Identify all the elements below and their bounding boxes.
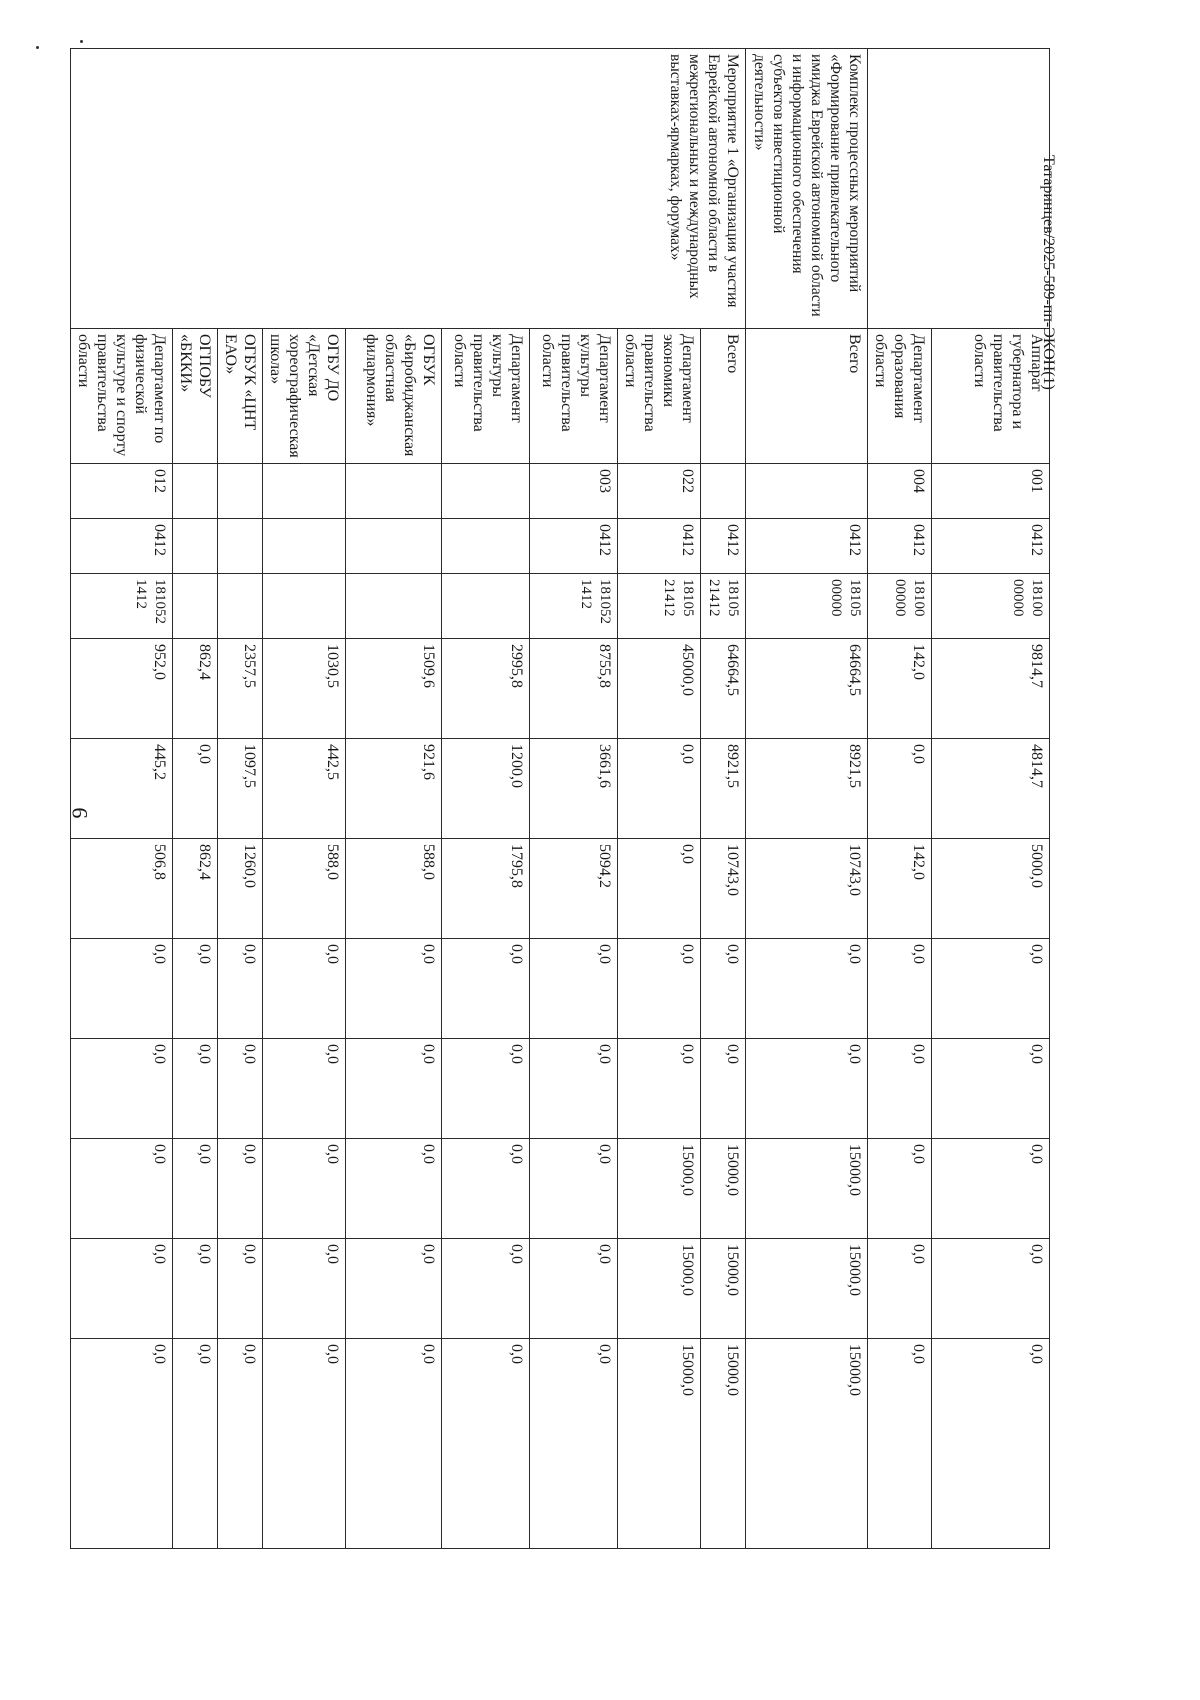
value-cell: 0,0 (218, 1339, 263, 1549)
value-cell: 2357,5 (218, 639, 263, 739)
grbs-code-cell (263, 464, 346, 519)
value-cell: 10743,0 (701, 839, 746, 939)
value-cell: 0,0 (868, 1139, 932, 1239)
value-cell: 1509,6 (346, 639, 442, 739)
value-cell: 0,0 (618, 1039, 701, 1139)
value-cell: 0,0 (71, 939, 173, 1039)
responsible-org-cell: ОГБУК «ЦНТ ЕАО» (218, 329, 263, 464)
value-cell: 8921,5 (701, 739, 746, 839)
section-code-cell: 0412 (932, 519, 1050, 574)
target-article-cell: 18100 00000 (868, 574, 932, 639)
value-cell: 0,0 (346, 1139, 442, 1239)
responsible-org-cell: ОГПОБУ «БККИ» (173, 329, 218, 464)
value-cell: 9814,7 (932, 639, 1050, 739)
target-article-cell (263, 574, 346, 639)
value-cell: 1097,5 (218, 739, 263, 839)
value-cell: 0,0 (442, 1339, 530, 1549)
responsible-org-cell: ОГБУК «Биробиджанская областная филармония» (346, 329, 442, 464)
section-code-cell: 0412 (868, 519, 932, 574)
target-article-cell: 181052 1412 (530, 574, 618, 639)
value-cell: 0,0 (932, 1039, 1050, 1139)
target-article-cell: 18100 00000 (932, 574, 1050, 639)
value-cell: 4814,7 (932, 739, 1050, 839)
section-code-cell (218, 519, 263, 574)
responsible-org-cell: Департамент культуры правительства области (530, 329, 618, 464)
value-cell: 0,0 (173, 939, 218, 1039)
value-cell: 15000,0 (618, 1239, 701, 1339)
table-row (932, 49, 1050, 1549)
value-cell: 0,0 (932, 1239, 1050, 1339)
scan-speck (36, 46, 39, 49)
value-cell: 0,0 (218, 1239, 263, 1339)
value-cell: 0,0 (530, 939, 618, 1039)
value-cell: 142,0 (868, 839, 932, 939)
responsible-org-cell: Всего (746, 329, 868, 464)
value-cell: 0,0 (218, 1039, 263, 1139)
value-cell: 8755,8 (530, 639, 618, 739)
value-cell: 0,0 (263, 1139, 346, 1239)
grbs-code-cell: 012 (71, 464, 173, 519)
value-cell: 0,0 (868, 939, 932, 1039)
grbs-code-cell (442, 464, 530, 519)
value-cell: 0,0 (442, 939, 530, 1039)
responsible-org-cell: Всего (701, 329, 746, 464)
section-code-cell (263, 519, 346, 574)
value-cell: 0,0 (932, 1339, 1050, 1549)
value-cell: 0,0 (868, 1039, 932, 1139)
value-cell: 64664,5 (701, 639, 746, 739)
value-cell: 0,0 (530, 1239, 618, 1339)
target-article-cell: 18105 21412 (618, 574, 701, 639)
value-cell: 1030,5 (263, 639, 346, 739)
value-cell: 0,0 (263, 939, 346, 1039)
value-cell: 0,0 (263, 1039, 346, 1139)
grbs-code-cell (746, 464, 868, 519)
value-cell: 0,0 (71, 1139, 173, 1239)
value-cell: 45000,0 (618, 639, 701, 739)
value-cell: 0,0 (218, 1139, 263, 1239)
grbs-code-cell (346, 464, 442, 519)
value-cell: 0,0 (71, 1039, 173, 1139)
value-cell: 0,0 (173, 1039, 218, 1139)
value-cell: 0,0 (263, 1339, 346, 1549)
value-cell: 0,0 (932, 939, 1050, 1039)
value-cell: 0,0 (701, 939, 746, 1039)
value-cell: 0,0 (442, 1239, 530, 1339)
target-article-cell (346, 574, 442, 639)
value-cell: 862,4 (173, 639, 218, 739)
program-name-cell (868, 49, 1050, 329)
value-cell: 0,0 (746, 1039, 868, 1139)
value-cell: 0,0 (71, 1339, 173, 1549)
target-article-cell (218, 574, 263, 639)
grbs-code-cell (218, 464, 263, 519)
grbs-code-cell: 004 (868, 464, 932, 519)
value-cell: 0,0 (618, 839, 701, 939)
value-cell: 0,0 (263, 1239, 346, 1339)
value-cell: 0,0 (618, 939, 701, 1039)
value-cell: 506,8 (71, 839, 173, 939)
document-footer-code: Татаринцев/2025-589-пп-ЭКОН(1) (1040, 155, 1057, 390)
value-cell: 0,0 (173, 1339, 218, 1549)
value-cell: 0,0 (868, 1239, 932, 1339)
grbs-code-cell: 022 (618, 464, 701, 519)
section-code-cell (173, 519, 218, 574)
value-cell: 15000,0 (701, 1339, 746, 1549)
value-cell: 1200,0 (442, 739, 530, 839)
value-cell: 3661,6 (530, 739, 618, 839)
value-cell: 0,0 (346, 1039, 442, 1139)
value-cell: 8921,5 (746, 739, 868, 839)
value-cell: 442,5 (263, 739, 346, 839)
target-article-cell: 18105 00000 (746, 574, 868, 639)
value-cell: 0,0 (701, 1039, 746, 1139)
program-name-cell: Мероприятие 1 «Организация участия Еврейской автономной области в межрегиональных и международных выставках-ярмарках, форумах» (71, 49, 746, 329)
value-cell: 0,0 (868, 739, 932, 839)
value-cell: 5094,2 (530, 839, 618, 939)
target-article-cell: 181052 1412 (71, 574, 173, 639)
table-body (71, 49, 1050, 1549)
value-cell: 15000,0 (618, 1139, 701, 1239)
responsible-org-cell: Департамент по физической культуре и спорту правительства области (71, 329, 173, 464)
value-cell: 1260,0 (218, 839, 263, 939)
table-row (746, 49, 868, 1549)
scan-speck (80, 40, 83, 43)
grbs-code-cell: 001 (932, 464, 1050, 519)
value-cell: 0,0 (932, 1139, 1050, 1239)
value-cell: 0,0 (173, 1139, 218, 1239)
budget-table (70, 48, 1050, 1549)
program-name-cell: Комплекс процессных мероприятий «Формирование привлекательного имиджа Еврейской автономной области и информационного обеспечения субъектов инвестиционной деятельности» (746, 49, 868, 329)
responsible-org-cell: Департамент культуры правительства области (442, 329, 530, 464)
responsible-org-cell: Департамент образования области (868, 329, 932, 464)
value-cell: 862,4 (173, 839, 218, 939)
value-cell: 64664,5 (746, 639, 868, 739)
value-cell: 15000,0 (746, 1339, 868, 1549)
rotated-table-wrapper (75, 48, 1050, 1548)
grbs-code-cell (173, 464, 218, 519)
value-cell: 142,0 (868, 639, 932, 739)
value-cell: 0,0 (71, 1239, 173, 1339)
value-cell: 588,0 (346, 839, 442, 939)
value-cell: 0,0 (868, 1339, 932, 1549)
section-code-cell (346, 519, 442, 574)
value-cell: 588,0 (263, 839, 346, 939)
section-code-cell: 0412 (71, 519, 173, 574)
value-cell: 0,0 (746, 939, 868, 1039)
section-code-cell: 0412 (746, 519, 868, 574)
grbs-code-cell: 003 (530, 464, 618, 519)
value-cell: 0,0 (530, 1139, 618, 1239)
section-code-cell (442, 519, 530, 574)
value-cell: 0,0 (618, 739, 701, 839)
value-cell: 15000,0 (701, 1139, 746, 1239)
value-cell: 0,0 (218, 939, 263, 1039)
value-cell: 0,0 (346, 939, 442, 1039)
value-cell: 921,6 (346, 739, 442, 839)
table-row (701, 49, 746, 1549)
section-code-cell: 0412 (618, 519, 701, 574)
value-cell: 15000,0 (746, 1239, 868, 1339)
target-article-cell: 18105 21412 (701, 574, 746, 639)
responsible-org-cell: Аппарат губернатора и правительства области (932, 329, 1050, 464)
page-number: 9 (67, 807, 92, 819)
value-cell: 15000,0 (746, 1139, 868, 1239)
value-cell: 15000,0 (618, 1339, 701, 1549)
value-cell: 10743,0 (746, 839, 868, 939)
section-code-cell: 0412 (530, 519, 618, 574)
target-article-cell (173, 574, 218, 639)
value-cell: 0,0 (346, 1339, 442, 1549)
value-cell: 0,0 (530, 1039, 618, 1139)
value-cell: 15000,0 (701, 1239, 746, 1339)
value-cell: 2995,8 (442, 639, 530, 739)
grbs-code-cell (701, 464, 746, 519)
value-cell: 0,0 (442, 1039, 530, 1139)
value-cell: 5000,0 (932, 839, 1050, 939)
value-cell: 0,0 (173, 1239, 218, 1339)
value-cell: 445,2 (71, 739, 173, 839)
value-cell: 0,0 (346, 1239, 442, 1339)
value-cell: 0,0 (173, 739, 218, 839)
target-article-cell (442, 574, 530, 639)
value-cell: 952,0 (71, 639, 173, 739)
value-cell: 1795,8 (442, 839, 530, 939)
responsible-org-cell: ОГБУ ДО «Детская хореографическая школа» (263, 329, 346, 464)
responsible-org-cell: Департамент экономики правительства области (618, 329, 701, 464)
value-cell: 0,0 (530, 1339, 618, 1549)
value-cell: 0,0 (442, 1139, 530, 1239)
section-code-cell: 0412 (701, 519, 746, 574)
